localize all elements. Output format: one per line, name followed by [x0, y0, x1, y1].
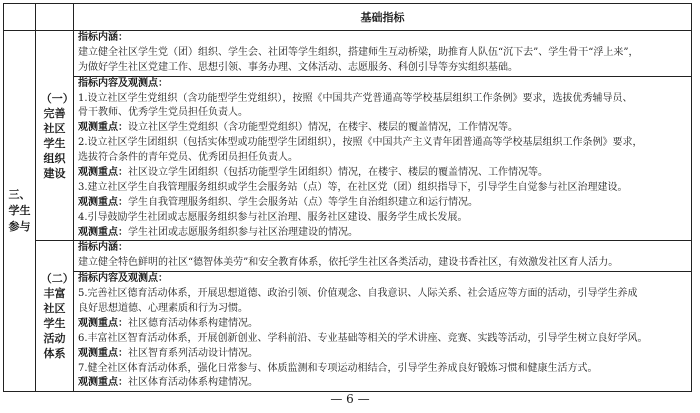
section-1-connotation-label: 指标内涵： — [78, 32, 128, 43]
section-2-content — [74, 241, 692, 392]
header-blank-cell — [4, 4, 36, 31]
section-2-title: （二）丰富社区学生活动体系 — [40, 272, 69, 361]
section-2-content-label: 指标内容及观测点： — [78, 273, 168, 285]
content-line: 骨干教师、优秀学生党员担任负责人。 — [78, 107, 248, 119]
content-line: 6.丰富社区智育活动体系，开展创新创业、学科前沿、专业基础等相关的学术讲座、竞赛、实践等活动，引导学生树立良好学风。 — [78, 332, 648, 344]
observation-line: 观测重点：社区德育活动体系构建情况。 — [78, 317, 258, 329]
level1-indicator-label: 三、学生参与 — [8, 188, 31, 234]
content-line: 选拔符合条件的青年党员、优秀团员担任负责人。 — [78, 152, 298, 164]
header-blank-cell-2 — [36, 4, 74, 31]
content-line: 3.建立社区学生自我管理服务组织或学生会服务站（点）等，在社区党（团）组织指导下，引导学生自觉参与社区治理建设。 — [78, 181, 628, 193]
level2-indicator-2 — [36, 241, 74, 392]
content-line: 4.引导鼓励学生社团或志愿服务组织参与社区治理、服务社区建设、服务学生成长发展。 — [78, 211, 468, 223]
observation-line: 观测重点：社区设立学生团组织（包括功能型学生团组织）情况，在楼宇、楼层的覆盖情况、工作情况等。 — [78, 167, 548, 179]
level2-indicator-1 — [36, 31, 74, 241]
content-line: 良好思想道德、心理素质和行为习惯。 — [78, 303, 248, 315]
content-line: 5.完善社区德育活动体系，开展思想道德、政治引领、价值观念、自我意识、人际关系、社会适应等方面的活动，引导学生养成 — [78, 288, 638, 300]
content-line: 7.健全社区体育活动体系，强化日常参与、体质监测和专项运动相结合，引导学生养成良好锻炼习惯和健康生活方式。 — [78, 362, 598, 374]
observation-line: 观测重点：学生自我管理服务组织、学生会服务站（点）等学生自治组织建立和运行情况。 — [78, 196, 478, 208]
observation-line: 观测重点：社区智育系列活动设计情况。 — [78, 347, 258, 359]
section-2-connotation-line: 建立健全特色鲜明的社区“德智体美劳”和安全教育体系，依托学生社区各类活动，建设书香社区，有效激发社区育人活力。 — [78, 257, 619, 269]
section-1-content-label: 指标内容及观测点： — [78, 77, 168, 89]
section-1-content — [74, 31, 692, 241]
content-line: 2.设立社区学生团组织（包括实体型或功能型学生团组织），按照《中国共产主义青年团普通高等学校基层组织工作条例》要求， — [78, 137, 643, 149]
observation-line: 观测重点：社区体育活动体系构建情况。 — [78, 377, 258, 389]
content-line: 1.设立社区学生党组织（含功能型学生党组织），按照《中国共产党普通高等学校基层组织工作条例》要求，选拔优秀辅导员、 — [78, 92, 633, 104]
section-1-connotation-line: 建立健全社区学生党（团）组织、学生会、社团等学生组织，搭建师生互动桥梁，助推育人队伍“沉下去”、学生骨干“浮上来”， — [78, 46, 639, 58]
section-1-connotation-line: 为做好学生社区党建工作、思想引领、事务办理、文体活动、志愿服务、科创引导等夯实组织基础。 — [78, 61, 518, 73]
level1-indicator — [4, 31, 36, 392]
observation-line: 观测重点：学生社团或志愿服务组织参与社区治理建设的情况。 — [78, 226, 358, 238]
page-number: — 6 — — [330, 392, 370, 406]
observation-line: 观测重点：设立社区学生党组织（含功能型党组织）情况，在楼宇、楼层的覆盖情况，工作情况等。 — [78, 122, 518, 134]
table-header: 基础指标 — [74, 4, 692, 31]
section-1-title: （一）完善社区学生组织建设 — [40, 91, 69, 180]
indicator-table — [3, 3, 692, 392]
section-2-connotation-label: 指标内涵： — [78, 242, 128, 254]
